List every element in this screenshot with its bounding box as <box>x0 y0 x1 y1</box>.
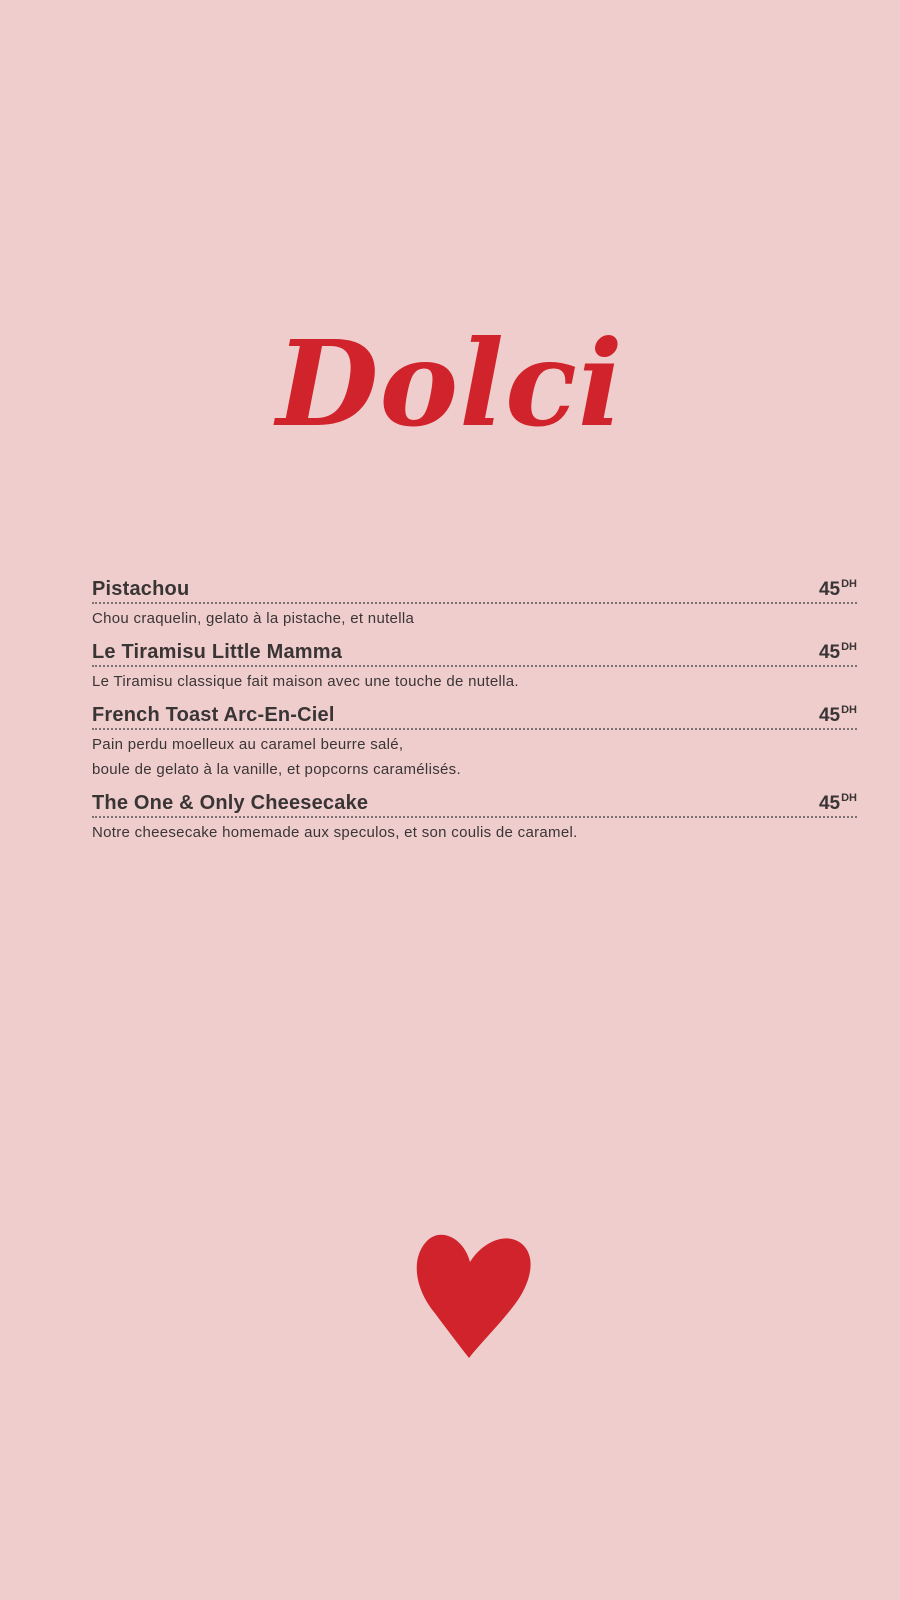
price-amount: 45 <box>818 642 841 663</box>
menu-item-name: The One & Only Cheesecake <box>92 792 369 814</box>
menu-item-description: Le Tiramisu classique fait maison avec une touche de nutella. <box>92 673 519 690</box>
menu-item-description-line: Pain perdu moelleux au caramel beurre salé, <box>92 736 404 753</box>
price-amount: 45 <box>818 579 841 600</box>
price-amount: 45 <box>818 705 841 726</box>
menu-item-description: Notre cheesecake homemade aux speculos, et son coulis de caramel. <box>92 824 578 841</box>
menu-item-name: French Toast Arc-En-Ciel <box>92 704 335 726</box>
menu-item-name: Pistachou <box>92 578 190 600</box>
menu-item-header <box>92 792 857 818</box>
menu-item-header <box>92 578 857 604</box>
menu-item-price <box>819 704 857 727</box>
price-currency: DH <box>841 641 857 653</box>
price-amount: 45 <box>818 793 841 814</box>
menu-item-header <box>92 704 857 730</box>
menu-item <box>92 704 857 782</box>
price-currency: DH <box>841 792 857 804</box>
menu-title: Dolci <box>276 314 624 453</box>
menu-item-header <box>92 641 857 667</box>
menu-item-price <box>819 641 857 664</box>
menu-item-price <box>819 578 857 601</box>
menu-item-description: Chou craquelin, gelato à la pistache, et nutella <box>92 610 415 627</box>
price-currency: DH <box>841 578 857 590</box>
menu-item <box>92 578 857 631</box>
menu-item <box>92 792 857 845</box>
menu-list <box>92 578 857 855</box>
price-currency: DH <box>841 704 857 716</box>
menu-item-name: Le Tiramisu Little Mamma <box>92 641 343 663</box>
menu-item <box>92 641 857 694</box>
heart-icon <box>414 1228 534 1360</box>
menu-item-price <box>819 792 857 815</box>
menu-item-description-line: boule de gelato à la vanille, et popcorns caramélisés. <box>92 761 461 778</box>
